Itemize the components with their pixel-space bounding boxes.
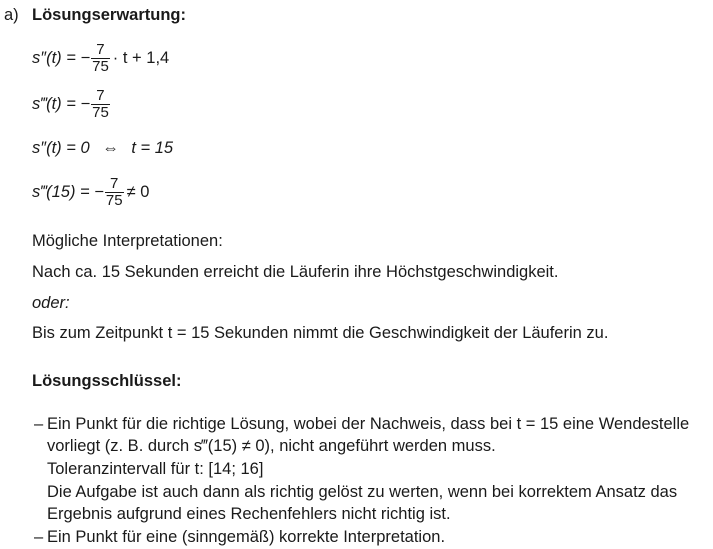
equation-3: [32, 138, 173, 158]
equation-1-rhs: · t + 1,4: [112, 48, 170, 67]
key-bullet-1-line-3: Toleranzintervall für t: [14; 16]: [47, 460, 264, 478]
equation-4-rhs: ≠ 0: [126, 182, 150, 201]
key-bullet-1-line-1: Ein Punkt für die richtige Lösung, wobei der Nachweis, dass bei t = 15 eine Wendestelle: [47, 415, 690, 433]
fraction-numerator: 7: [96, 87, 105, 104]
interpretations-heading: Mögliche Interpretationen:: [32, 232, 223, 250]
key-bullet-2: Ein Punkt für eine (sinngemäß) korrekte Interpretation.: [47, 528, 446, 546]
key-bullet-1-line-4: Die Aufgabe ist auch dann als richtig gelöst zu werten, wenn bei korrektem Ansatz das: [47, 483, 678, 501]
equation-2-fraction: [91, 88, 110, 121]
section-title-solution: Lösungserwartung:: [32, 6, 187, 24]
equivalence-symbol: ⇔: [102, 139, 119, 157]
equation-2-lhs: s‴(t) = −: [32, 94, 91, 113]
key-bullet-1-line-5: Ergebnis aufgrund eines Rechenfehlers nicht richtig ist.: [47, 505, 451, 523]
equation-1-lhs: s″(t) = −: [32, 48, 91, 67]
fraction-denominator: 75: [92, 104, 109, 121]
equation-3-rhs: t = 15: [131, 139, 174, 157]
fraction-denominator: 75: [105, 192, 123, 209]
equation-4-fraction: [105, 176, 124, 209]
equation-3-lhs: s″(t) = 0: [32, 139, 90, 157]
bullet-dash-1: –: [34, 415, 44, 433]
key-bullet-1-line-2: vorliegt (z. B. durch s‴(15) ≠ 0), nicht angeführt werden muss.: [47, 437, 496, 455]
or-label: oder:: [32, 294, 70, 312]
fraction-numerator: 7: [96, 41, 105, 58]
equation-4: [32, 176, 149, 209]
equation-2: [32, 88, 113, 121]
item-label: a): [4, 6, 19, 24]
interpretation-option-2: Bis zum Zeitpunkt t = 15 Sekunden nimmt die Geschwindigkeit der Läuferin zu.: [32, 324, 609, 342]
equation-4-lhs: s‴(15) = −: [32, 182, 104, 201]
equation-1-fraction: [91, 42, 110, 75]
equation-1: [32, 42, 169, 75]
fraction-denominator: 75: [92, 58, 109, 75]
fraction-numerator: 7: [110, 175, 119, 192]
section-title-key: Lösungsschlüssel:: [32, 372, 182, 390]
bullet-dash-2: –: [34, 528, 44, 546]
interpretation-option-1: Nach ca. 15 Sekunden erreicht die Läuferin ihre Höchstgeschwindigkeit.: [32, 263, 559, 281]
